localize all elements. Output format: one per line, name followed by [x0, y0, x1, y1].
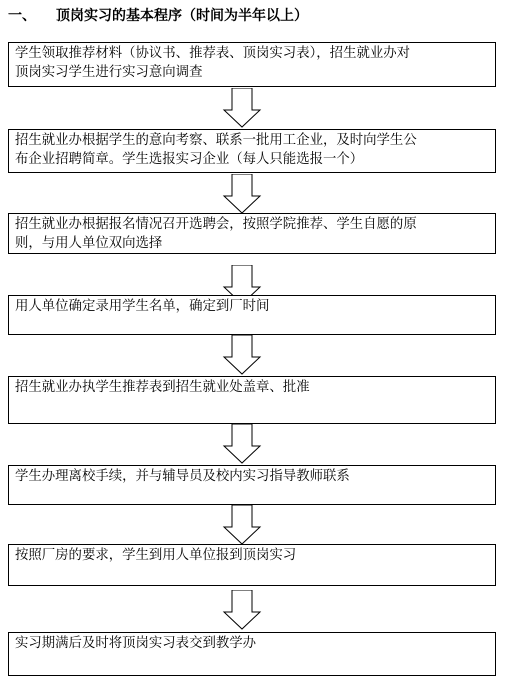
down-arrow-icon [222, 424, 262, 464]
step-text-line: 招生就业办根据报名情况召开选聘会，按照学院推荐、学生自愿的原 [15, 217, 417, 232]
step-box-3 [8, 213, 496, 254]
step-text-line: 招生就业办执学生推荐表到招生就业处盖章、批准 [15, 380, 310, 395]
step-text-line: 学生办理离校手续，并与辅导员及校内实习指导教师联系 [15, 469, 350, 484]
step-text-line: 则，与用人单位双向选择 [15, 236, 163, 251]
down-arrow-icon [222, 174, 262, 214]
step-text-line: 布企业招聘简章。学生选报实习企业（每人只能选报一个） [15, 152, 364, 167]
section-title: 顶岗实习的基本程序（时间为半年以上） [56, 8, 308, 24]
step-text-line: 按照厂房的要求，学生到用人单位报到顶岗实习 [15, 548, 297, 563]
step-text-line: 实习期满后及时将顶岗实习表交到教学办 [15, 636, 257, 651]
section-number: 一、 [8, 8, 36, 24]
section-heading [8, 5, 308, 25]
down-arrow-icon [222, 505, 262, 545]
step-box-7 [8, 544, 496, 586]
down-arrow-icon [222, 88, 262, 128]
down-arrow-icon [222, 335, 262, 375]
step-box-1 [8, 42, 496, 87]
step-box-6 [8, 465, 496, 505]
step-text-line: 招生就业办根据学生的意向考察、联系一批用工企业，及时向学生公 [15, 133, 417, 148]
step-text-line: 学生领取推荐材料（协议书、推荐表、顶岗实习表），招生就业办对 [15, 46, 411, 61]
step-box-4 [8, 295, 496, 335]
step-box-2 [8, 129, 496, 173]
step-box-8 [8, 632, 496, 676]
down-arrow-icon [222, 590, 262, 630]
step-text-line: 顶岗实习学生进行实习意向调查 [15, 65, 203, 80]
step-text-line: 用人单位确定录用学生名单，确定到厂时间 [15, 299, 270, 314]
step-box-5 [8, 376, 496, 424]
